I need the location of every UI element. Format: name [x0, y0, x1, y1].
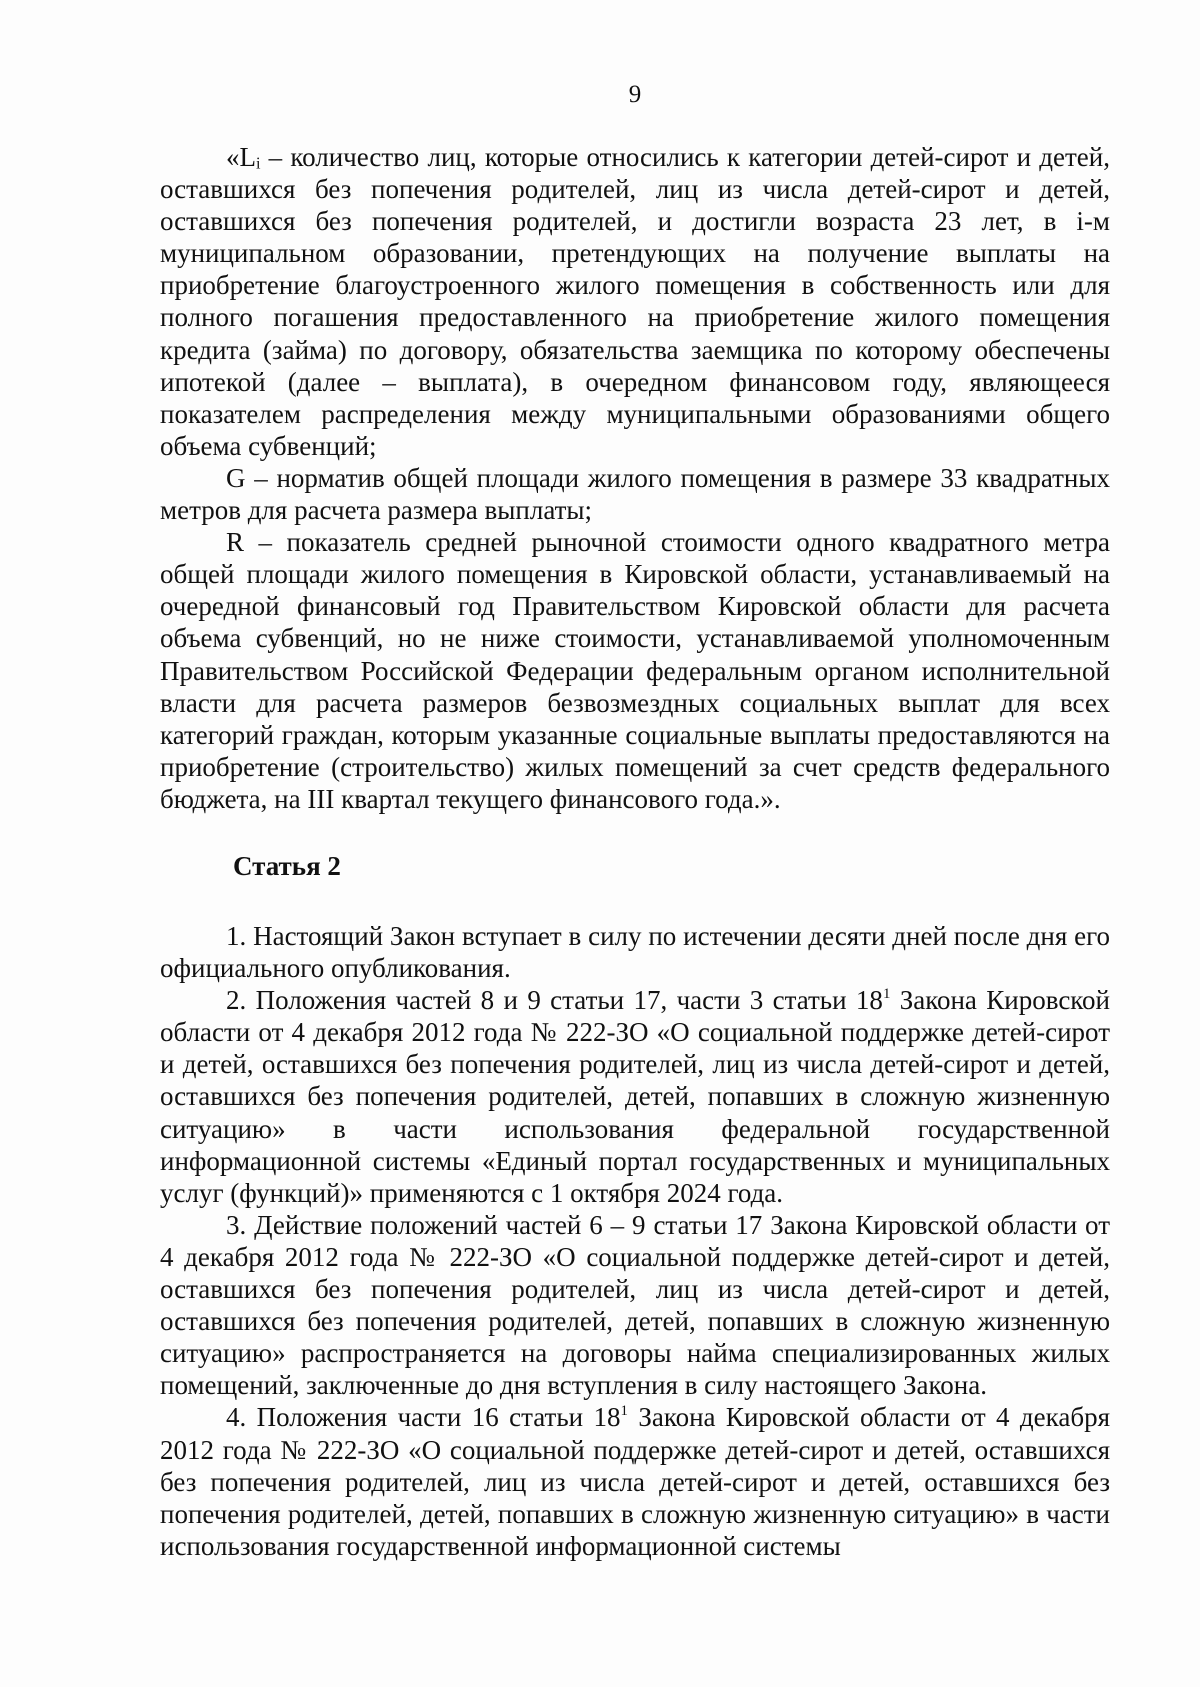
definition-li: «Lᵢ – количество лиц, которые относились к категории детей-сирот и детей, оставшихся без попечения родителей, лиц из числа детей-сирот и детей, оставшихся без попечения родителей, и достигли возраста 23 лет, в i-м муниципальном образовании, претендующих на получение выплаты на приобретение благоустроенного жилого помещения в собственность или для полного погашения предоставленного на приобретение жилого помещения кредита (займа) по договору, обязательства заемщика по которому обеспечены ипотекой (далее – выплата), в очередном финансовом году, являющееся показателем распределения между муниципальными образованиями общего объема субвенций; [160, 142, 1110, 461]
article-item-2-superscript: 1 [882, 986, 891, 1003]
page-number: 9 [628, 81, 642, 108]
article-item-4-text-start: 4. Положения части 16 статьи 18 [226, 1402, 621, 1433]
article-item-3: 3. Действие положений частей 6 – 9 статьи 17 Закона Кировской области от 4 декабря 2012 года № 222-ЗО «О социальной поддержке детей-сирот и детей, оставшихся без попечения родителей, лиц из числа детей-сирот и детей, оставшихся без попечения родителей, детей, попавших в сложную жизненную ситуацию» распространяется на договоры найма специализированных жилых помещений, заключенные до дня вступления в силу настоящего Закона. [160, 1209, 1110, 1401]
article-body [160, 920, 1110, 1562]
definitions-block [160, 141, 1110, 815]
article-item-2-text-end: Закона Кировской области от 4 декабря 2012 года № 222-ЗО «О социальной поддержке детей-сирот и детей, оставшихся без попечения родителей, лиц из числа детей-сирот и детей, оставшихся без попечения родителей, детей, попавших в сложную жизненную ситуацию» в части использования федеральной государственной информационной системы «Единый портал государственных и муниципальных услуг (функций)» применяются с 1 октября 2024 года. [160, 985, 1110, 1208]
article-heading: Статья 2 [233, 851, 341, 881]
article-item-4-text-end: Закона Кировской области от 4 декабря 2012 года № 222-ЗО «О социальной поддержке детей-сирот и детей, оставшихся без попечения родителей, лиц из числа детей-сирот и детей, оставшихся без попечения родителей, детей, попавших в сложную жизненную ситуацию» в части использования государственной информационной системы [160, 1402, 1111, 1561]
article-item-4-superscript: 1 [620, 1403, 628, 1420]
definition-g: G – норматив общей площади жилого помещения в размере 33 квадратных метров для расчета размера выплаты; [160, 462, 1110, 526]
definition-r: R – показатель средней рыночной стоимости одного квадратного метра общей площади жилого помещения в Кировской области, устанавливаемый на очередной финансовый год Правительством Кировской области для расчета объема субвенций, но не ниже стоимости, устанавливаемой уполномоченным Правительством Российской Федерации федеральным органом исполнительной власти для расчета размеров безвозмездных социальных выплат для всех категорий граждан, которым указанные социальные выплаты предоставляются на приобретение (строительство) жилых помещений за счет средств федерального бюджета, на III квартал текущего финансового года.». [160, 527, 1110, 814]
article-item-4 [160, 1401, 1110, 1561]
article-item-1: 1. Настоящий Закон вступает в силу по истечении десяти дней после дня его официального опубликования. [160, 921, 1110, 984]
article-item-2-text-start: 2. Положения частей 8 и 9 статьи 17, части 3 статьи 18 [226, 985, 883, 1016]
article-item-2 [160, 984, 1110, 1209]
